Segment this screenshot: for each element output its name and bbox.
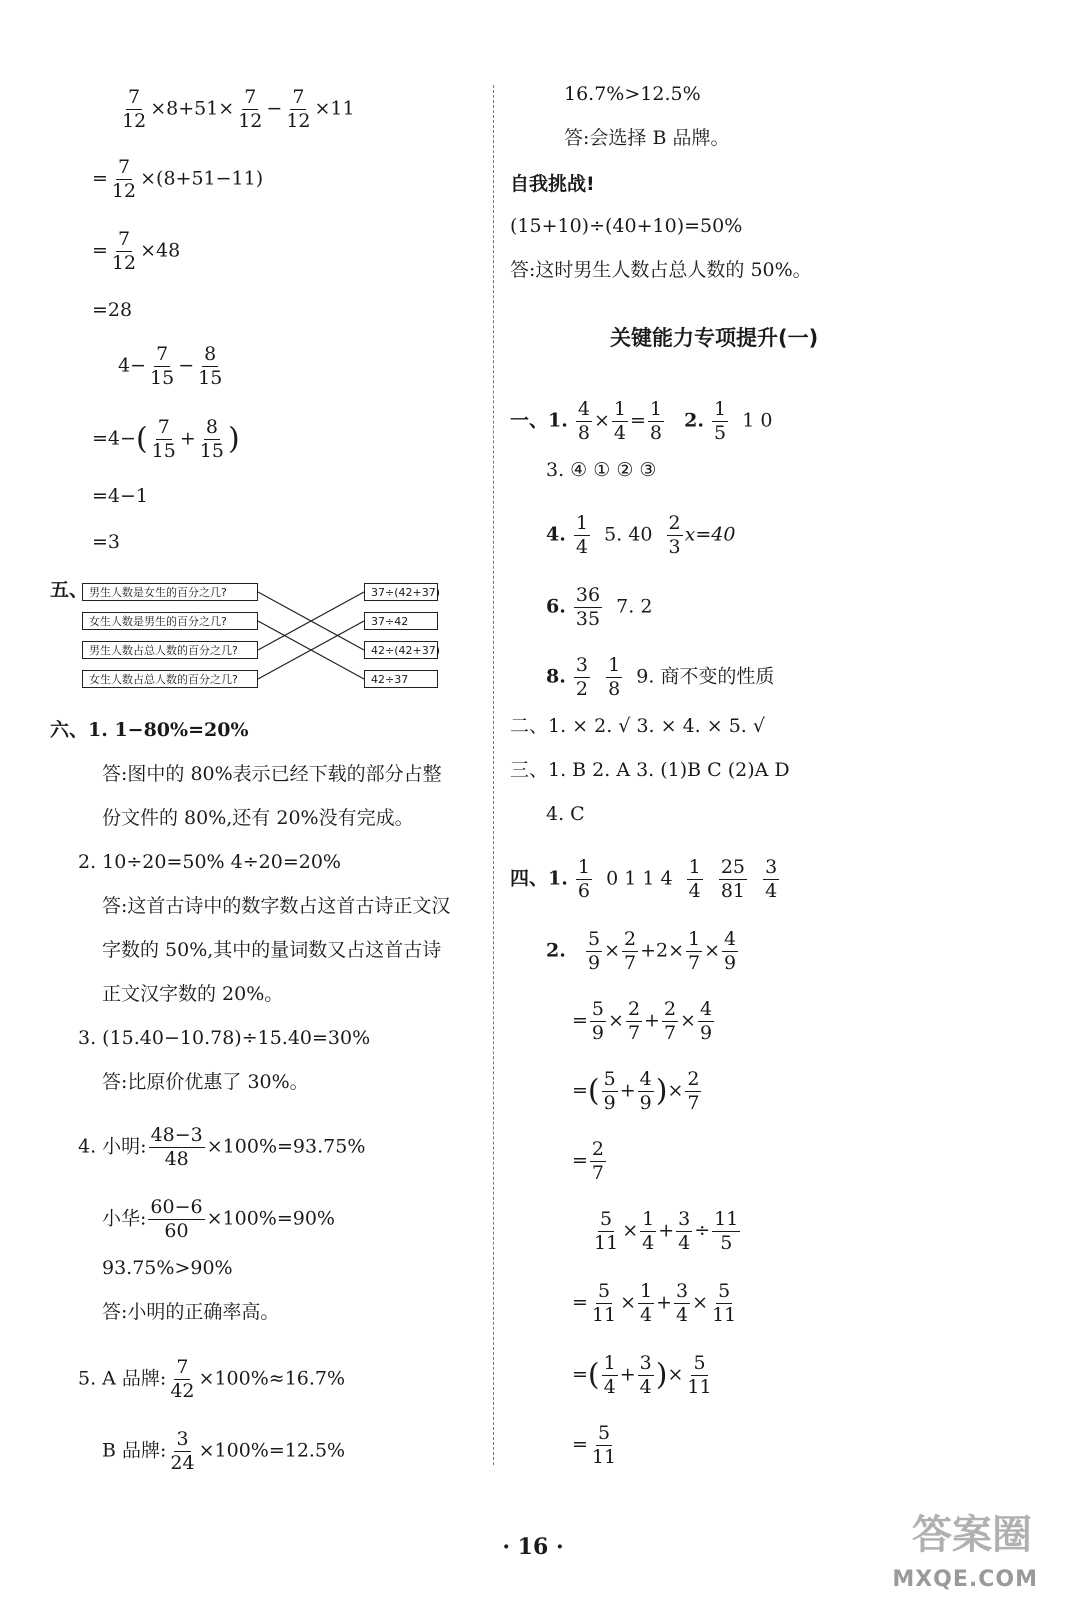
matching-diagram [82,578,452,693]
right-column [510,0,1010,1500]
match-left-2: 女生人数是男生的百分之几? [82,612,258,630]
six-3: 3. (15.40−10.78)÷15.40=30% [78,1027,371,1049]
page-number: · 16 · [502,1534,564,1560]
six-5-brand-b: B 品牌: $\frac{3}{24}$ ×100%=12.5% [102,1428,346,1474]
fraction: $\frac{7}{12}$ [122,86,147,132]
watermark-url: MXQE.COM [892,1567,1038,1592]
q1-3: 3. ④ ① ② ③ [546,459,657,481]
challenge-title: 自我挑战! [510,173,595,195]
six-2: 2. 10÷20=50% 4÷20=20% [78,851,341,873]
match-right-3: 42÷(42+37) [364,641,438,659]
calc2-line4: =3 [92,531,121,553]
six-5-brand-a: 5. A 品牌: $\frac{7}{42}$ ×100%≈16.7% [78,1356,346,1402]
six-1-answer-b: 份文件的 80%,还有 20%没有完成。 [102,807,414,829]
right-answer: 答:会选择 B 品牌。 [564,127,730,149]
match-left-3: 男生人数占总人数的百分之几? [82,641,258,659]
q3-4: 4. C [546,803,585,825]
q4-2-line4: = $\frac{2}{7}$ [572,1138,605,1184]
matching-lines [82,578,452,693]
q1-4-5: 4. $\frac{1}{4}$ 5. 40 $\frac{2}{3}$ x=40 [546,512,736,558]
q1-6-7: 6. $\frac{36}{35}$ 7. 2 [546,584,653,630]
q4-2b-line2: = $\frac{5}{11}$ × $\frac{1}{4}$ + $\frac{3}{4}$ × $\frac{5}{11}$ [572,1280,737,1326]
match-right-2: 37÷42 [364,612,438,630]
six-2-answer-a: 答:这首古诗中的数字数占这首古诗正文汉 [102,895,451,917]
q4-2b-line3: =( $\frac{1}{4}$ + $\frac{3}{4}$ )× $\frac{5}{11}$ [572,1352,712,1398]
section-five-label: 五、 [50,579,89,601]
watermark-logo: 答案圈 [912,1512,1032,1558]
calc1-line1: $\frac{7}{12}$ ×8+51× $\frac{7}{12}$ − $\frac{7}{12}$ ×11 [122,86,355,132]
section-title: 关键能力专项提升(一) [610,326,819,350]
q4-2b-line4: = $\frac{5}{11}$ [572,1422,617,1468]
calc1-line3: = $\frac{7}{12}$ ×48 [92,228,181,274]
match-left-4: 女生人数占总人数的百分之几? [82,670,258,688]
six-2-answer-b: 字数的 50%,其中的量词数又占这首古诗 [102,939,442,961]
challenge-answer: 答:这时男生人数占总人数的 50%。 [510,259,812,281]
calc2-line1: 4− $\frac{7}{15}$ − $\frac{8}{15}$ [118,343,223,389]
right-compare: 16.7%>12.5% [564,83,701,105]
six-1: 六、1. 1−80%=20% [50,719,249,741]
q4-1: 四、1. $\frac{1}{6}$ 0 1 1 4 $\frac{1}{4}$ $\frac{25}{81}$ $\frac{3}{4}$ [510,856,778,902]
six-1-answer-a: 答:图中的 80%表示已经下载的部分占整 [102,763,442,785]
q4-2-line1: 2. $\frac{5}{9}$ × $\frac{2}{7}$ +2× $\frac{1}{7}$ × $\frac{4}{9}$ [546,928,737,974]
match-right-4: 42÷37 [364,670,438,688]
q4-2-line3: =( $\frac{5}{9}$ + $\frac{4}{9}$ )× $\frac{2}{7}$ [572,1068,700,1114]
challenge-calc: (15+10)÷(40+10)=50% [510,215,743,237]
calc2-line3: =4−1 [92,485,149,507]
six-4-xiaohua: 小华: $\frac{60-6}{60}$ ×100%=90% [102,1196,335,1242]
q3: 三、1. B 2. A 3. (1)B C (2)A D [510,759,790,781]
six-4-compare: 93.75%>90% [102,1257,233,1279]
six-4-answer: 答:小明的正确率高。 [102,1301,280,1323]
calc1-line2: = $\frac{7}{12}$ ×(8+51−11) [92,156,264,202]
calc2-line2: =4−( $\frac{7}{15}$ + $\frac{8}{15}$ ) [92,416,240,462]
q1-1-2: 一、1. $\frac{4}{8}$ × $\frac{1}{4}$ = $\frac{1}{8}$ 2. $\frac{1}{5}$ 1 0 [510,398,773,444]
six-4-xiaoming: 4. 小明: $\frac{48-3}{48}$ ×100%=93.75% [78,1124,366,1170]
q2: 二、1. × 2. √ 3. × 4. × 5. √ [510,715,765,737]
left-column [50,0,482,1500]
match-right-1: 37÷(42+37) [364,583,438,601]
q4-2b-line1: $\frac{5}{11}$ × $\frac{1}{4}$ + $\frac{3}{4}$ ÷ $\frac{11}{5}$ [594,1208,739,1254]
six-3-answer: 答:比原价优惠了 30%。 [102,1071,309,1093]
q4-2-line2: = $\frac{5}{9}$ × $\frac{2}{7}$ + $\frac{2}{7}$ × $\frac{4}{9}$ [572,998,713,1044]
calc1-line4: =28 [92,299,133,321]
six-2-answer-c: 正文汉字数的 20%。 [102,983,284,1005]
match-left-1: 男生人数是女生的百分之几? [82,583,258,601]
q1-8-9: 8. $\frac{3}{2}$ $\frac{1}{8}$ 9. 商不变的性质 [546,654,775,700]
column-divider [493,85,494,1465]
